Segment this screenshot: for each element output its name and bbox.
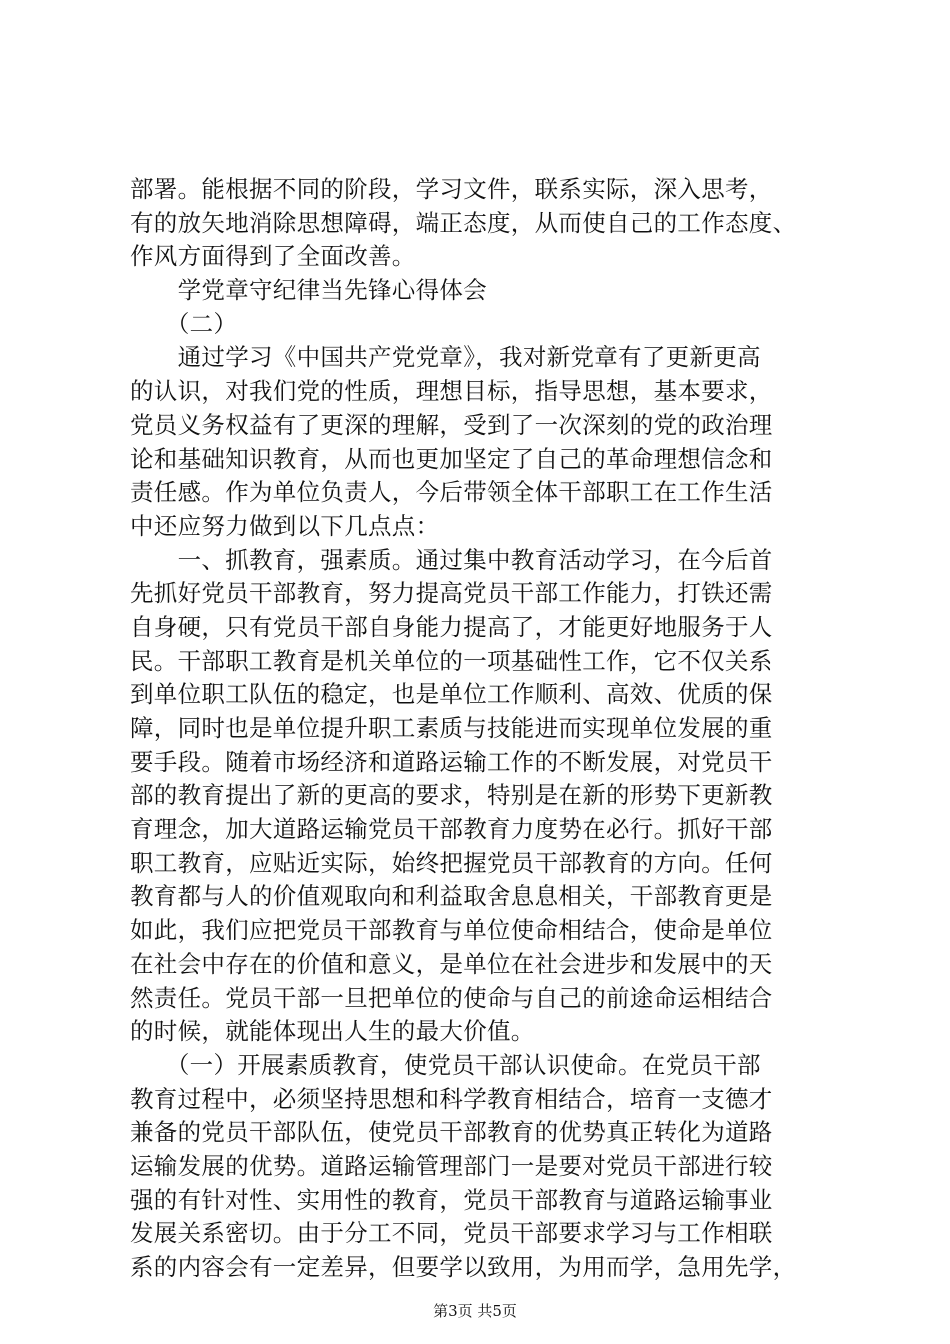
text-line: 先抓好党员干部教育，努力提高党员干部工作能力，打铁还需 xyxy=(130,579,773,608)
text-line: 强的有针对性、实用性的教育，党员干部教育与道路运输事业 xyxy=(130,1185,773,1214)
text-line: 责任感。作为单位负责人，今后带领全体干部职工在工作生活 xyxy=(130,478,773,507)
text-line: 部的教育提出了新的更高的要求，特别是在新的形势下更新教 xyxy=(130,781,773,810)
page-number: 第3页 共5页 xyxy=(433,1302,517,1320)
text-line: 系的内容会有一定差异，但要学以致用，为用而学，急用先学， xyxy=(130,1253,797,1281)
text-line: 中还应努力做到以下几点点： xyxy=(130,511,440,540)
text-line: 作风方面得到了全面改善。 xyxy=(130,242,416,271)
text-line: 的认识，对我们党的性质，理想目标，指导思想，基本要求， xyxy=(130,377,773,406)
section-number: （二） xyxy=(130,309,238,338)
text-line: 在社会中存在的价值和意义，是单位在社会进步和发展中的天 xyxy=(130,949,773,978)
section-title: 学党章守纪律当先锋心得体会 xyxy=(130,276,487,305)
text-line: 运输发展的优势。道路运输管理部门一是要对党员干部进行较 xyxy=(130,1151,773,1180)
text-line: 一、抓教育，强素质。通过集中教育活动学习，在今后首 xyxy=(130,545,773,574)
text-line: 党员义务权益有了更深的理解，受到了一次深刻的党的政治理 xyxy=(130,410,773,439)
text-line: 有的放矢地消除思想障碍，端正态度，从而使自己的工作态度、 xyxy=(130,208,797,237)
text-line: （一）开展素质教育，使党员干部认识使命。在党员干部 xyxy=(130,1050,761,1079)
text-line: 如此，我们应把党员干部教育与单位使命相结合，使命是单位 xyxy=(130,916,773,945)
text-line: 职工教育，应贴近实际，始终把握党员干部教育的方向。任何 xyxy=(130,848,773,877)
text-line: 的时候，就能体现出人生的最大价值。 xyxy=(130,1017,535,1046)
text-line: 到单位职工队伍的稳定，也是单位工作顺利、高效、优质的保 xyxy=(130,680,773,709)
text-line: 通过学习《中国共产党党章》，我对新党章有了更新更高 xyxy=(130,343,761,372)
text-line: 论和基础知识教育，从而也更加坚定了自己的革命理想信念和 xyxy=(130,444,773,473)
text-line: 自身硬，只有党员干部自身能力提高了，才能更好地服务于人 xyxy=(130,612,773,641)
text-line: 民。干部职工教育是机关单位的一项基础性工作，它不仅关系 xyxy=(130,646,773,675)
text-line: 障，同时也是单位提升职工素质与技能进而实现单位发展的重 xyxy=(130,714,773,742)
text-line: 教育过程中，必须坚持思想和科学教育相结合，培育一支德才 xyxy=(130,1084,773,1113)
text-line: 兼备的党员干部队伍，使党员干部教育的优势真正转化为道路 xyxy=(130,1118,773,1147)
body-text xyxy=(130,173,840,1285)
text-line: 要手段。随着市场经济和道路运输工作的不断发展，对党员干 xyxy=(130,747,773,776)
text-line: 教育都与人的价值观取向和利益取舍息息相关，干部教育更是 xyxy=(130,882,773,911)
text-line: 然责任。党员干部一旦把单位的使命与自己的前途命运相结合 xyxy=(130,983,773,1012)
page-footer xyxy=(0,1300,950,1321)
text-line: 发展关系密切。由于分工不同，党员干部要求学习与工作相联 xyxy=(130,1219,773,1248)
text-line: 育理念，加大道路运输党员干部教育力度势在必行。抓好干部 xyxy=(130,815,773,844)
text-line: 部署。能根据不同的阶段，学习文件，联系实际，深入思考， xyxy=(130,175,773,203)
